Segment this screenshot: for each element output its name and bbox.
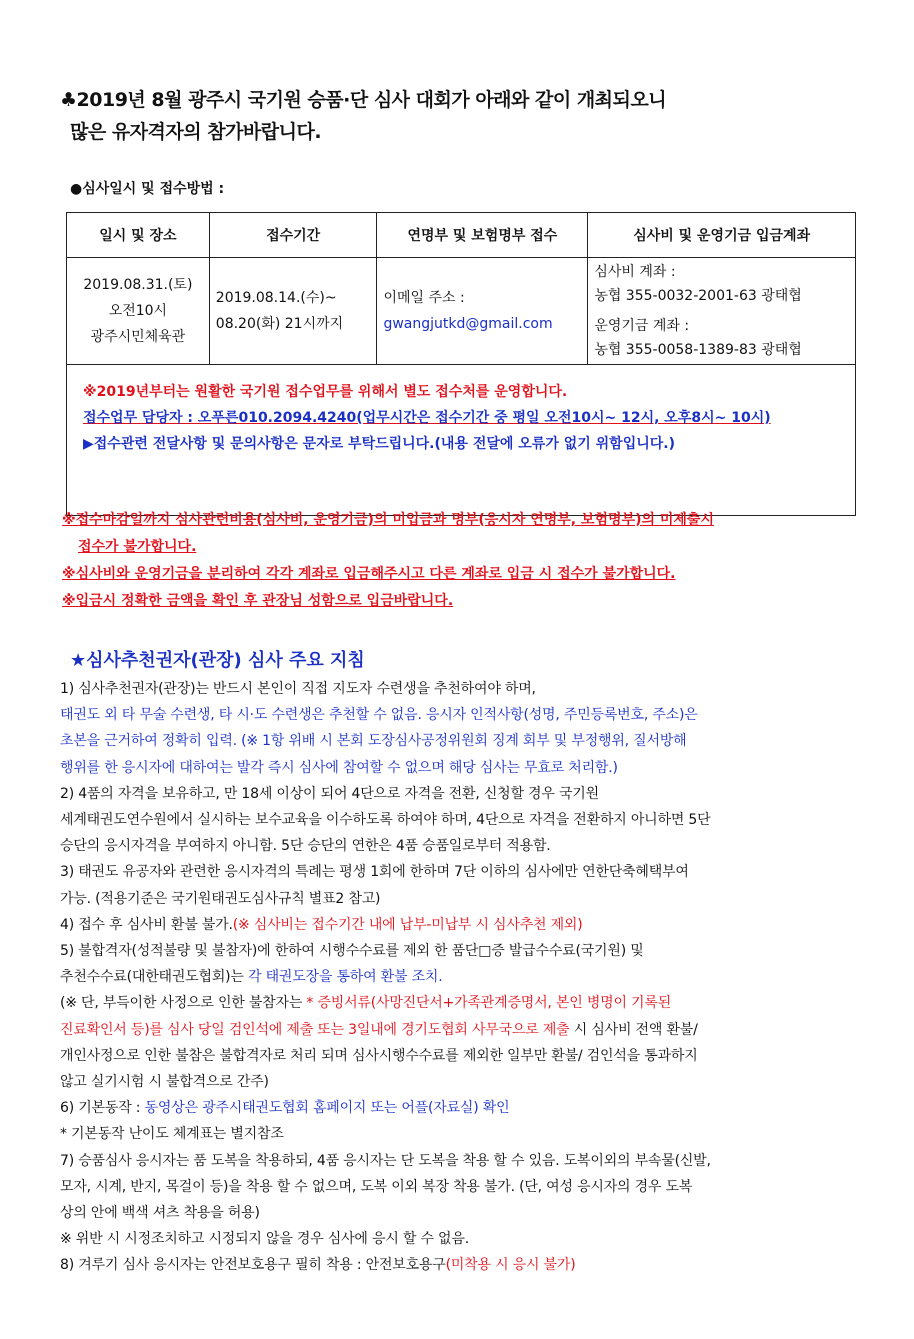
notice-line-3: ▶접수관련 전달사항 및 문의사항은 문자로 부탁드립니다.(내용 전달에 오류가 없기 위함입니다.) (83, 436, 675, 452)
rule-5c-text: (※ 단, 부득이한 사정으로 인한 불참자는 (60, 995, 307, 1012)
notice-line-1: ※2019년부터는 원활한 국기원 접수업무를 위해서 별도 접수처를 운영합니다. (83, 384, 568, 400)
time-text: 오전10시 (108, 303, 168, 319)
rule-3b: 가능. (적용기준은 국기원태권도심사규칙 별표2 참고) (60, 890, 381, 907)
header-roster: 연명부 및 보험명부 접수 (377, 213, 588, 258)
rule-5e: 개인사정으로 인한 불참은 불합격자로 처리 되며 심사시행수수료를 제외한 일부만 환불/ 검인석을 통과하지 (60, 1047, 698, 1064)
rule-6 (60, 1095, 850, 1121)
warning-line-1: ※접수마감일까지 심사관련비용(심사비, 운영기금)의 미입금과 명부(응시자 연명부, 보험명부)의 미제출시 (62, 512, 714, 528)
period-start: 2019.08.14.(수)~ (215, 290, 337, 306)
rule-6-text: 6) 기본동작 : (60, 1100, 145, 1117)
header-account: 심사비 및 운영기금 입금계좌 (588, 213, 856, 258)
fee-account-label: 심사비 계좌 : (594, 264, 676, 280)
rule-7d: ※ 위반 시 시정조치하고 시정되지 않을 경우 심사에 응시 할 수 없음. (60, 1231, 469, 1248)
schedule-table (66, 212, 856, 516)
rule-6-note: 동영상은 광주시태권도협회 홈페이지 또는 어플(자료실) 확인 (144, 1100, 510, 1117)
rule-5f: 않고 실기시험 시 불합격으로 간주) (60, 1074, 269, 1091)
fee-account-number: 농협 355-0032-2001-63 광태협 (594, 288, 802, 304)
notice-cell (67, 365, 856, 516)
headline-line-1: ♣2019년 8월 광주시 국기원 승품·단 심사 대회가 아래와 같이 개최되오니 (60, 89, 667, 111)
rule-8 (60, 1252, 850, 1278)
table-header-row (67, 213, 856, 258)
rule-5d-note: 진료확인서 등)를 심사 당일 검인석에 제출 또는 3일내에 경기도협회 사무국으로 제출 (60, 1021, 570, 1038)
rule-5d-text: 시 심사비 전액 환불/ (569, 1021, 698, 1038)
rule-8-note: (미착용 시 응시 불가) (445, 1257, 576, 1274)
rule-5a: 5) 불합격자(성적불량 및 불참자)에 한하여 시행수수료를 제외 한 품단□증 발급수수료(국기원) 및 (60, 943, 644, 960)
rule-4-text: 4) 접수 후 심사비 환불 불가. (60, 916, 233, 933)
cell-date-place (67, 258, 210, 365)
rule-8-text: 8) 겨루기 심사 응시자는 안전보호용구 필히 착용 : 안전보호용구 (60, 1257, 446, 1274)
rule-2b: 세계태권도연수원에서 실시하는 보수교육을 이수하도록 하여야 하며, 4단으로 자격을 전환하지 아니하면 5단 (60, 812, 711, 829)
headline-line-2: 많은 유자격자의 참가바랍니다. (70, 121, 322, 143)
rule-1d: 행위를 한 응시자에 대하여는 발각 즉시 심사에 참여할 수 없으며 해당 심사는 무효로 처리함.) (60, 759, 618, 776)
cell-email (377, 258, 588, 365)
rule-1c: 초본을 근거하여 정확히 입력. (※ 1항 위배 시 본회 도장심사공정위원회 징계 회부 및 부정행위, 질서방해 (60, 733, 687, 750)
fund-account-label: 운영기금 계좌 : (594, 318, 690, 334)
date-text: 2019.08.31.(토) (83, 277, 193, 293)
warning-block (62, 507, 714, 615)
rules-body (60, 676, 850, 1279)
rule-7a: 7) 승품심사 응시자는 품 도복을 착용하되, 4품 응시자는 단 도복을 착용 할 수 있음. 도복이외의 부속물(신발, (60, 1152, 711, 1169)
rule-1a: 1) 심사추천권자(관장)는 반드시 본인이 직접 지도자 수련생을 추천하여야 하며, (60, 681, 536, 697)
schedule-label: ●심사일시 및 접수방법 : (70, 181, 225, 197)
cell-account (588, 258, 856, 365)
fund-account-number: 농협 355-0058-1389-83 광태협 (594, 342, 802, 358)
warning-line-4: ※입금시 정확한 금액을 확인 후 관장님 성함으로 입금바랍니다. (62, 593, 454, 609)
rule-5c-note: * 증빙서류(사망진단서+가족관계증명서, 본인 병명이 기록된 (306, 995, 672, 1012)
rule-7c: 상의 안에 백색 셔츠 착용을 허용) (60, 1205, 260, 1222)
rule-5b-note: 각 태권도장을 통하여 환불 조치. (248, 969, 443, 986)
rule-5c (60, 990, 850, 1016)
rule-5d (60, 1017, 850, 1043)
notice-row (67, 365, 856, 516)
email-label: 이메일 주소 : (383, 290, 465, 306)
rule-2a: 2) 4품의 자격을 보유하고, 만 18세 이상이 되어 4단으로 자격을 전환, 신청할 경우 국기원 (60, 785, 599, 802)
header-date-place: 일시 및 장소 (67, 213, 210, 258)
warning-line-2: 접수가 불가합니다. (78, 539, 197, 555)
warning-line-3: ※심사비와 운영기금을 분리하여 각각 계좌로 입금해주시고 다른 계좌로 입금 시 접수가 불가합니다. (62, 566, 676, 582)
notice-line-2: 접수업무 담당자 : 오푸른010.2094.4240(업무시간은 접수기간 중 평일 오전10시~ 12시, 오후8시~ 10시) (83, 410, 771, 426)
rule-5b-text: 추천수수료(대한태권도협회)는 (60, 969, 248, 986)
venue-text: 광주시민체육관 (90, 329, 186, 345)
table-row (67, 258, 856, 365)
rule-7b: 모자, 시계, 반지, 목걸이 등)을 착용 할 수 없으며, 도복 이외 복장 착용 불가. (단, 여성 응시자의 경우 도복 (60, 1178, 693, 1195)
rule-4-note: (※ 심사비는 접수기간 내에 납부-미납부 시 심사추천 제외) (232, 916, 583, 933)
announcement-headline (60, 84, 666, 148)
header-period: 접수기간 (209, 213, 377, 258)
rule-1b: 태권도 외 타 무술 수련생, 타 시·도 수련생은 추천할 수 없음. 응시자 인적사항(성명, 주민등록번호, 주소)은 (60, 707, 698, 724)
rule-5b (60, 964, 850, 990)
section-title: ★심사추천권자(관장) 심사 주요 지침 (70, 650, 365, 671)
rule-2c: 승단의 응시자격을 부여하지 아니함. 5단 승단의 연한은 4품 승품일로부터 적용함. (60, 838, 551, 855)
email-link[interactable]: gwangjutkd@gmail.com (383, 316, 553, 332)
cell-period (209, 258, 377, 365)
rule-3a: 3) 태권도 유공자와 관련한 응시자격의 특례는 평생 1회에 한하며 7단 이하의 심사에만 연한단축혜택부여 (60, 864, 689, 881)
period-end: 08.20(화) 21시까지 (215, 316, 344, 332)
rule-6b: * 기본동작 난이도 체계표는 별지참조 (60, 1126, 284, 1143)
rule-4 (60, 912, 850, 938)
